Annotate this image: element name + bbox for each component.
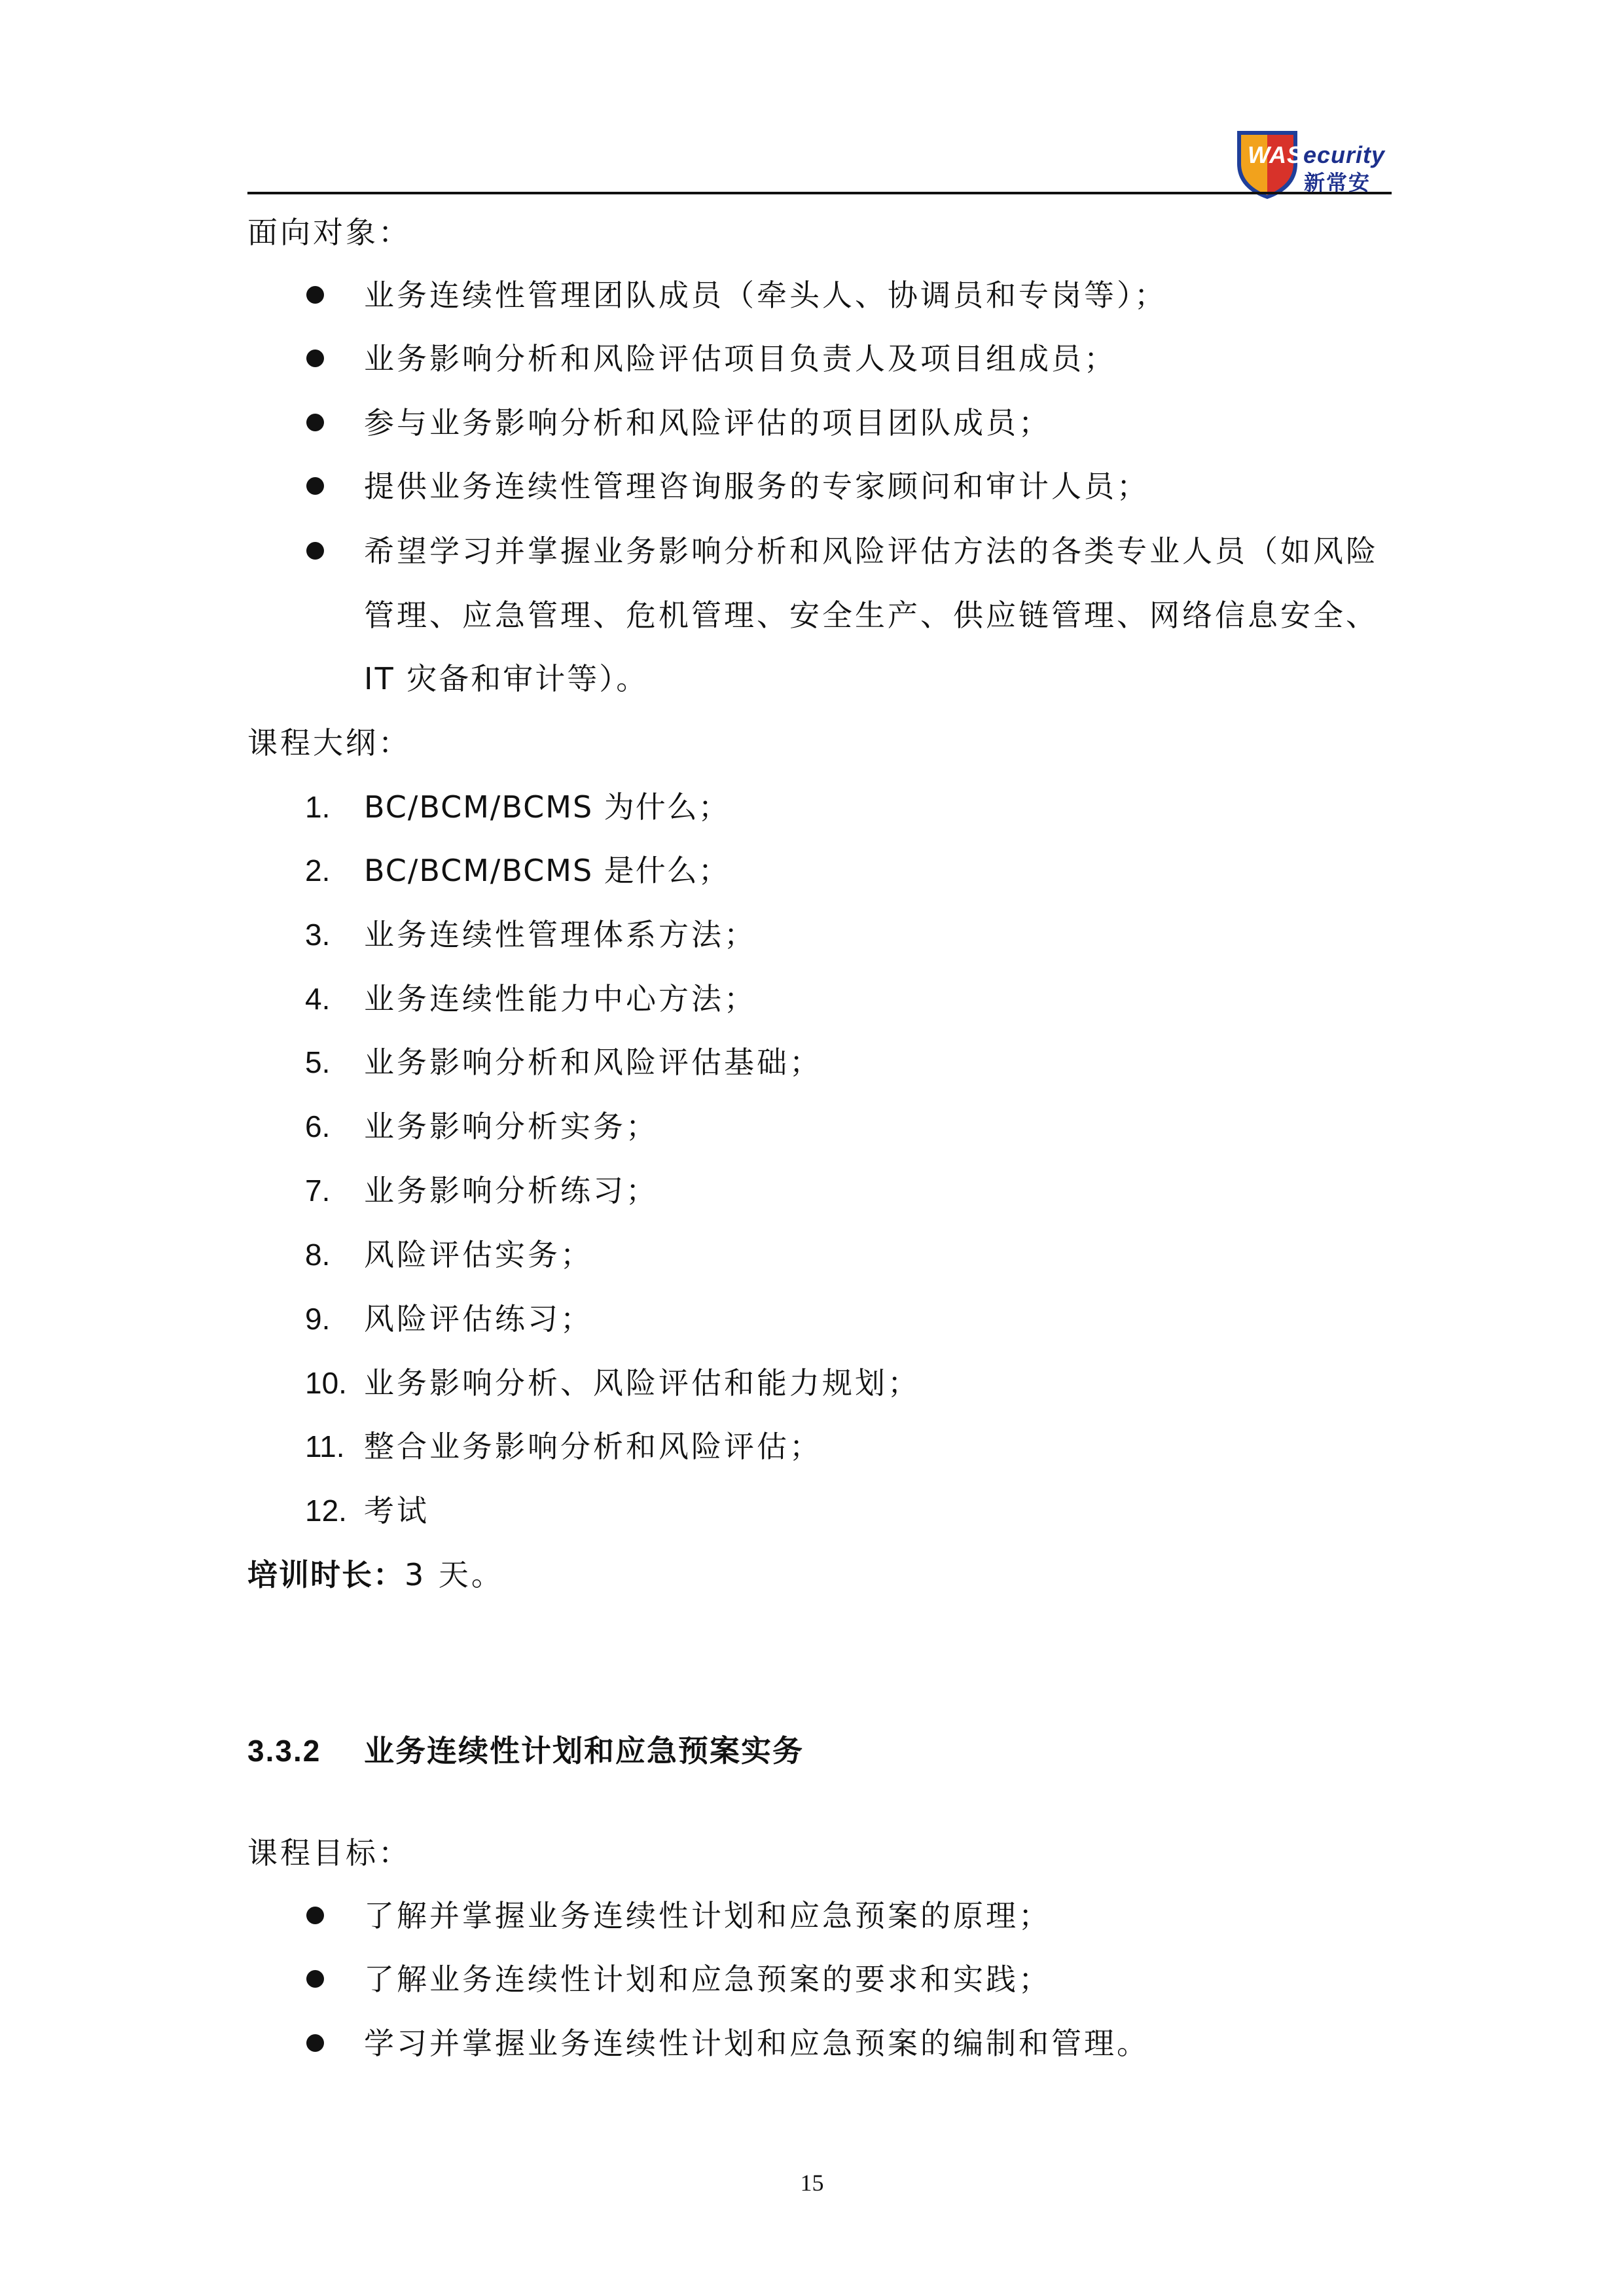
- outline-item-number: 11.: [305, 1429, 345, 1463]
- outline-item: 业务连续性管理体系方法；: [364, 917, 757, 952]
- outline-heading: 课程大纲：: [247, 725, 411, 761]
- outline-item: BC/BCM/BCMS 为什么；: [364, 789, 730, 825]
- audience-item: 业务影响分析和风险评估项目负责人及项目组成员；: [364, 341, 1117, 376]
- outline-item: 业务影响分析和风险评估基础；: [364, 1045, 822, 1080]
- section-number: 3.3.2: [247, 1734, 321, 1768]
- bullet-icon: [306, 1970, 324, 1988]
- goals-item: 学习并掌握业务连续性计划和应急预案的编制和管理。: [364, 2026, 1149, 2061]
- outline-item: BC/BCM/BCMS 是什么；: [364, 853, 730, 888]
- bullet-icon: [306, 542, 324, 560]
- audience-heading: 面向对象：: [247, 215, 411, 250]
- outline-item: 业务影响分析练习；: [364, 1173, 659, 1208]
- logo-chinese-name: 新常安: [1304, 170, 1371, 195]
- outline-item-number: 12.: [305, 1494, 347, 1528]
- audience-item-continued: 管理、应急管理、危机管理、安全生产、供应链管理、网络信息安全、: [364, 598, 1379, 633]
- outline-item-number: 8.: [305, 1238, 331, 1272]
- outline-item-number: 7.: [305, 1174, 331, 1208]
- outline-item: 风险评估实务；: [364, 1237, 593, 1272]
- outline-item-number: 2.: [305, 853, 331, 888]
- outline-item: 业务影响分析实务；: [364, 1109, 659, 1144]
- outline-item-number: 6.: [305, 1109, 331, 1143]
- audience-item-continued: IT 灾备和审计等）。: [364, 661, 649, 696]
- duration-label: 培训时长：: [247, 1557, 405, 1592]
- outline-item-number: 4.: [305, 982, 331, 1016]
- outline-item-number: 1.: [305, 790, 331, 824]
- audience-item: 参与业务影响分析和风险评估的项目团队成员；: [364, 405, 1051, 440]
- bullet-icon: [306, 1907, 324, 1924]
- duration-value: 3 天。: [405, 1557, 504, 1592]
- outline-item-number: 10.: [305, 1366, 347, 1400]
- bullet-icon: [306, 350, 324, 367]
- page-number: 15: [800, 2170, 824, 2196]
- bullet-icon: [306, 414, 324, 431]
- outline-item-number: 5.: [305, 1045, 331, 1079]
- audience-item: 提供业务连续性管理咨询服务的专家顾问和审计人员；: [364, 469, 1149, 504]
- bullet-icon: [306, 286, 324, 304]
- goals-heading: 课程目标：: [247, 1835, 411, 1871]
- goals-item: 了解业务连续性计划和应急预案的要求和实践；: [364, 1962, 1051, 1997]
- outline-item-number: 9.: [305, 1302, 331, 1336]
- bullet-icon: [306, 2034, 324, 2052]
- outline-item: 业务连续性能力中心方法；: [364, 981, 757, 1016]
- outline-item: 考试: [364, 1493, 429, 1528]
- logo-wordmark: WASecurity: [1248, 141, 1386, 168]
- audience-item: 业务连续性管理团队成员（牵头人、协调员和专岗等）；: [364, 278, 1167, 313]
- audience-item: 希望学习并掌握业务影响分析和风险评估方法的各类专业人员（如风险: [364, 533, 1379, 569]
- section-title: 业务连续性计划和应急预案实务: [364, 1733, 804, 1768]
- header-rule: [247, 192, 1392, 194]
- bullet-icon: [306, 477, 324, 495]
- outline-item: 风险评估练习；: [364, 1301, 593, 1336]
- outline-item-number: 3.: [305, 918, 331, 952]
- duration-line: [247, 1557, 504, 1592]
- outline-item: 业务影响分析、风险评估和能力规划；: [364, 1365, 920, 1401]
- company-logo: [1235, 126, 1398, 201]
- goals-item: 了解并掌握业务连续性计划和应急预案的原理；: [364, 1898, 1051, 1933]
- outline-item: 整合业务影响分析和风险评估；: [364, 1429, 822, 1464]
